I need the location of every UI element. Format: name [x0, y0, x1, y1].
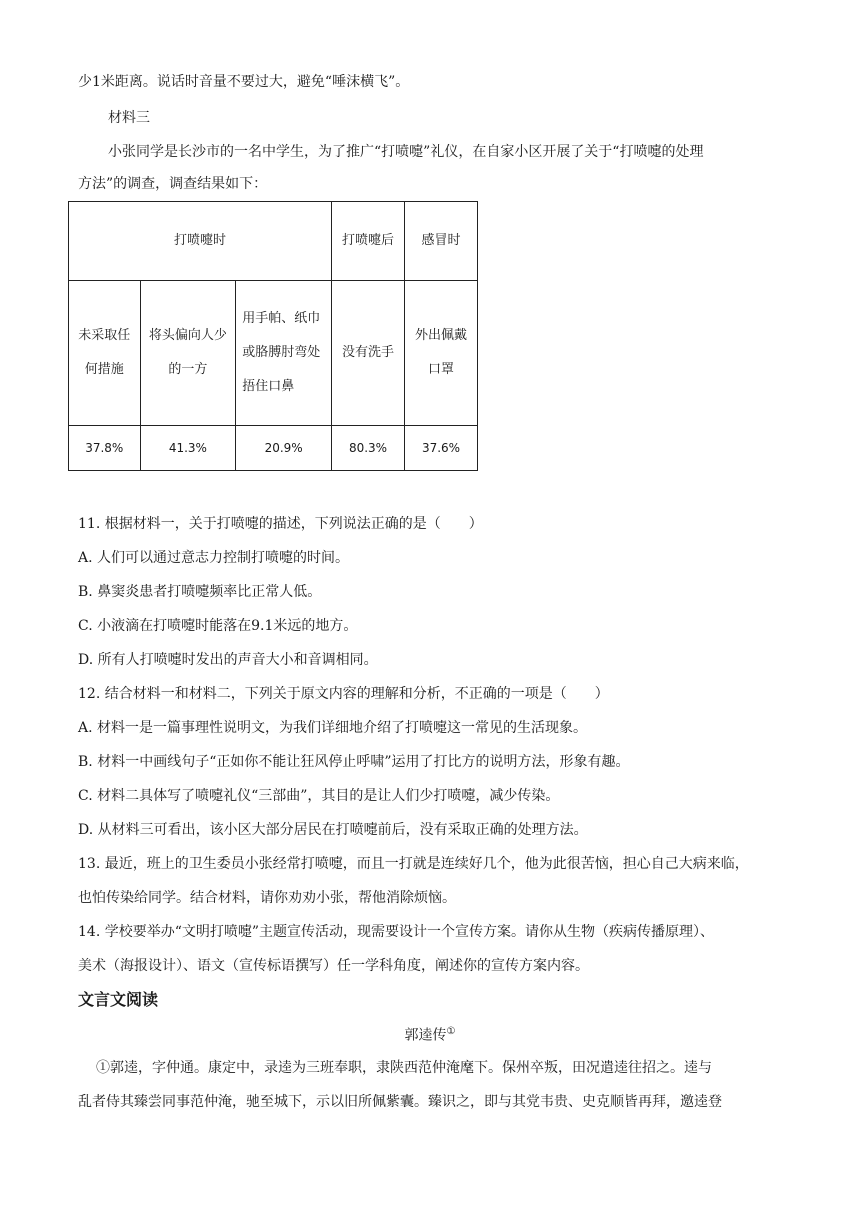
table-cell-item: 用手帕、纸巾或胳膊肘弯处捂住口鼻 — [236, 281, 332, 426]
table-cell-value: 20.9% — [236, 426, 332, 471]
table-values-row — [69, 426, 478, 471]
header-after-sneezing: 打喷嚏后 — [332, 202, 405, 281]
question-13-line1: 13. 最近，班上的卫生委员小张经常打喷嚏，而且一打就是连续好几个，他为此很苦恼，担心自己大病来临， — [78, 856, 749, 872]
table-cell-item: 没有洗手 — [332, 281, 405, 426]
passage-line2: 乱者侍其臻尝同事范仲淹，驰至城下，示以旧所佩紫囊。臻识之，即与其党韦贵、史克顺皆再拜，邀逵登 — [78, 1094, 722, 1110]
question-12-stem: 12. 结合材料一和材料二，下列关于原文内容的理解和分析，不正确的一项是（ ） — [78, 686, 609, 702]
table-cell-item: 外出佩戴口罩 — [405, 281, 478, 426]
header-sneezing: 打喷嚏时 — [69, 202, 332, 281]
question-14-line2: 美术（海报设计）、语文（宣传标语撰写）任一学科角度，阐述你的宣传方案内容。 — [78, 958, 589, 974]
question-11-option-d: D. 所有人打喷嚏时发出的声音大小和音调相同。 — [78, 652, 378, 668]
question-12-option-b: B. 材料一中画线句子“正如你不能让狂风停止呼啸”运用了打比方的说明方法，形象有趣。 — [78, 754, 630, 770]
table-items-row — [69, 281, 478, 426]
passage-line1: ①郭逵，字仲通。康定中，录逵为三班奉职，隶陕西范仲淹麾下。保州卒叛，田况遣逵往招之。逵与 — [96, 1060, 712, 1076]
question-11-option-c: C. 小液滴在打喷嚏时能落在9.1米远的地方。 — [78, 618, 358, 634]
question-12-option-c: C. 材料二具体写了喷嚏礼仪“三部曲”，其目的是让人们少打喷嚏，减少传染。 — [78, 788, 560, 804]
question-13-line2: 也怕传染给同学。结合材料，请你劝劝小张，帮他消除烦恼。 — [78, 890, 456, 906]
question-12-option-d: D. 从材料三可看出，该小区大部分居民在打喷嚏前后，没有采取正确的处理方法。 — [78, 822, 588, 838]
table-cell-value: 80.3% — [332, 426, 405, 471]
material3-title: 材料三 — [108, 110, 150, 126]
passage-title-text: 郭逵传 — [404, 1027, 447, 1044]
survey-table — [68, 201, 478, 471]
section-title: 文言文阅读 — [78, 990, 159, 1009]
question-11-option-b: B. 鼻窦炎患者打喷嚏频率比正常人低。 — [78, 584, 322, 600]
table-cell-value: 37.6% — [405, 426, 478, 471]
passage-title — [0, 1022, 860, 1046]
header-cold: 感冒时 — [405, 202, 478, 281]
table-cell-value: 37.8% — [69, 426, 141, 471]
question-14-line1: 14. 学校要举办“文明打喷嚏”主题宣传活动，现需要设计一个宣传方案。请你从生物（疾病传播原理）、 — [78, 924, 715, 940]
table-header-row — [69, 202, 478, 281]
question-11-stem: 11. 根据材料一，关于打喷嚏的描述，下列说法正确的是（ ） — [78, 516, 483, 532]
table-cell-item: 将头偏向人少的一方 — [140, 281, 236, 426]
table-cell-item: 未采取任何措施 — [69, 281, 141, 426]
material3-paragraph-line2: 方法”的调查，调查结果如下： — [78, 176, 268, 192]
table-cell-value: 41.3% — [140, 426, 236, 471]
question-11-option-a: A. 人们可以通过意志力控制打喷嚏的时间。 — [78, 550, 350, 566]
footnote-marker: ① — [446, 1026, 456, 1037]
material3-paragraph-line1: 小张同学是长沙市的一名中学生，为了推广“打喷嚏”礼仪，在自家小区开展了关于“打喷嚏的处理 — [108, 144, 704, 160]
text-line-top: 少1米距离。说话时音量不要过大，避免“唾沫横飞”。 — [78, 74, 410, 90]
question-12-option-a: A. 材料一是一篇事理性说明文，为我们详细地介绍了打喷嚏这一常见的生活现象。 — [78, 720, 588, 736]
